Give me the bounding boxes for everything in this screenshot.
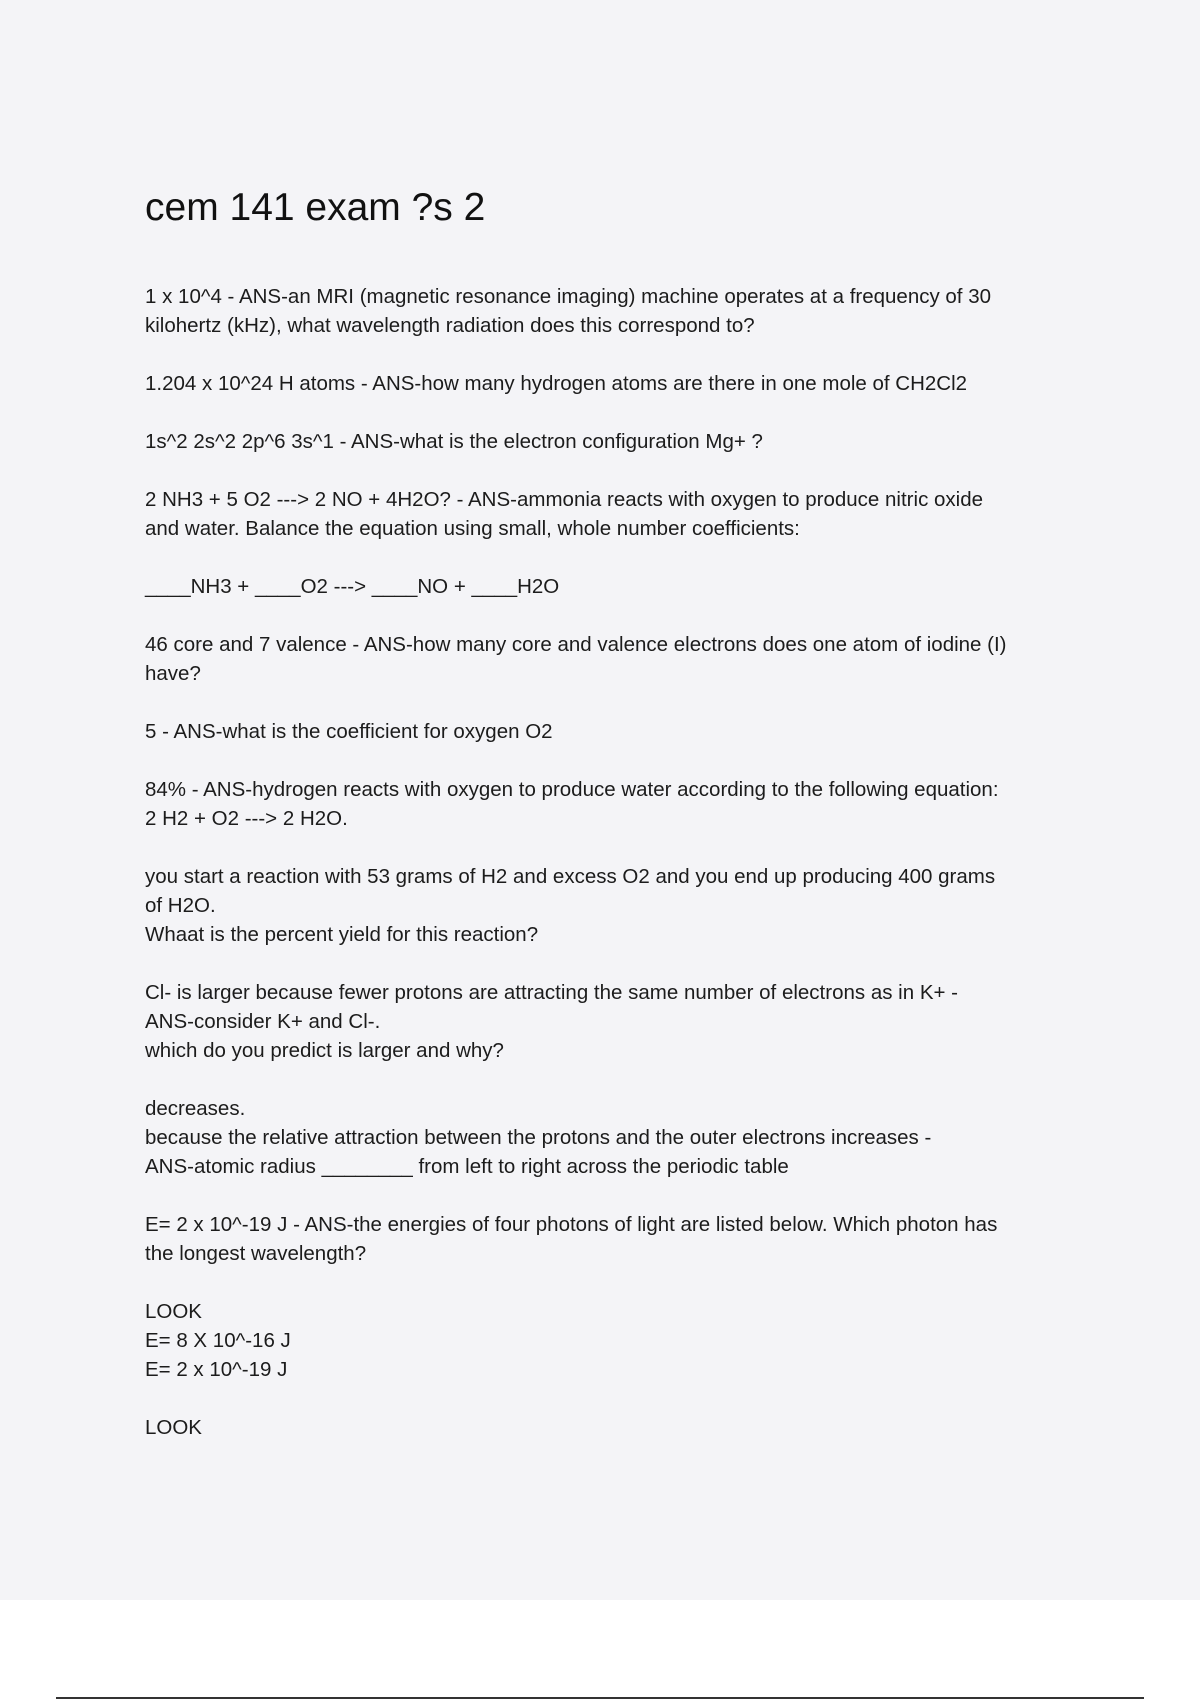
text-line: ANS-atomic radius ________ from left to right across the periodic table — [145, 1155, 789, 1178]
text-line: E= 2 x 10^-19 J — [145, 1358, 288, 1381]
document-title: cem 141 exam ?s 2 — [145, 186, 486, 229]
qa-paragraph — [145, 1413, 1095, 1442]
qa-paragraph — [145, 630, 1095, 688]
qa-paragraph — [145, 427, 1095, 456]
qa-paragraph — [145, 572, 1095, 601]
text-line: the longest wavelength? — [145, 1242, 367, 1265]
qa-paragraph — [145, 862, 1095, 949]
text-line: E= 2 x 10^-19 J - ANS-the energies of four photons of light are listed below. Which photon has — [145, 1213, 998, 1236]
text-line: of H2O. — [145, 894, 216, 917]
text-line: 1s^2 2s^2 2p^6 3s^1 - ANS-what is the electron configuration Mg+ ? — [145, 430, 763, 453]
text-line: 84% - ANS-hydrogen reacts with oxygen to produce water according to the following equation: — [145, 778, 999, 801]
text-line: 1.204 x 10^24 H atoms - ANS-how many hydrogen atoms are there in one mole of CH2Cl2 — [145, 372, 968, 395]
qa-paragraph — [145, 978, 1095, 1065]
text-line: have? — [145, 662, 201, 685]
text-line: 46 core and 7 valence - ANS-how many core and valence electrons does one atom of iodine (I) — [145, 633, 1007, 656]
text-line: 2 NH3 + 5 O2 ---> 2 NO + 4H2O? - ANS-ammonia reacts with oxygen to produce nitric oxide — [145, 488, 984, 511]
qa-paragraph — [145, 282, 1095, 340]
text-line: kilohertz (kHz), what wavelength radiation does this correspond to? — [145, 314, 755, 337]
qa-paragraph — [145, 1094, 1095, 1181]
qa-paragraph — [145, 1210, 1095, 1268]
text-line: you start a reaction with 53 grams of H2 and excess O2 and you end up producing 400 grams — [145, 865, 996, 888]
text-line: Whaat is the percent yield for this reaction? — [145, 923, 539, 946]
document-content — [145, 182, 1095, 1471]
qa-paragraph — [145, 369, 1095, 398]
text-line: LOOK — [145, 1300, 202, 1323]
text-line: because the relative attraction between the protons and the outer electrons increases - — [145, 1126, 932, 1149]
text-line: 5 - ANS-what is the coefficient for oxygen O2 — [145, 720, 553, 743]
text-line: Cl- is larger because fewer protons are attracting the same number of electrons as in K+ - — [145, 981, 958, 1004]
footer-divider — [56, 1697, 1144, 1699]
text-line: which do you predict is larger and why? — [145, 1039, 504, 1062]
text-line: E= 8 X 10^-16 J — [145, 1329, 291, 1352]
text-line: decreases. — [145, 1097, 246, 1120]
text-line: ANS-consider K+ and Cl-. — [145, 1010, 381, 1033]
text-line: LOOK — [145, 1416, 202, 1439]
qa-paragraph — [145, 717, 1095, 746]
qa-paragraph — [145, 1297, 1095, 1384]
text-line: 2 H2 + O2 ---> 2 H2O. — [145, 807, 348, 830]
text-line: ____NH3 + ____O2 ---> ____NO + ____H2O — [145, 575, 560, 598]
qa-list — [145, 282, 1095, 1442]
qa-paragraph — [145, 485, 1095, 543]
qa-paragraph — [145, 775, 1095, 833]
text-line: and water. Balance the equation using small, whole number coefficients: — [145, 517, 800, 540]
text-line: 1 x 10^4 - ANS-an MRI (magnetic resonance imaging) machine operates at a frequency of 30 — [145, 285, 992, 308]
